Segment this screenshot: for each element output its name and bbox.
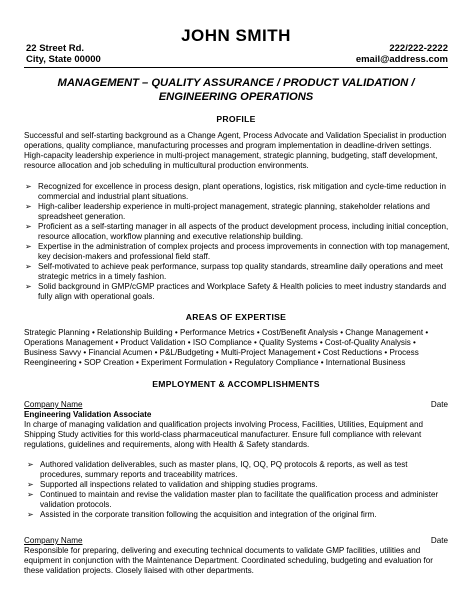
arrow-bullet-icon: ➢ bbox=[27, 480, 34, 489]
profile-summary: Successful and self-starting background as a Change Agent, Process Advocate and Validation Specialist in production operations, quality compliance, manufacturing processes and program implementation in deadline-driven settings. High-capacity leadership experience in multi-project management, strategic planning, budgeting, staff development, resource allocation and job scheduling in multicultural production environments. bbox=[24, 131, 447, 170]
address-block bbox=[26, 43, 101, 65]
arrow-bullet-icon: ➢ bbox=[25, 242, 32, 251]
list-item bbox=[24, 282, 450, 302]
job-entry-2 bbox=[24, 536, 448, 576]
job-bullet-text: Assisted in the corporate transition following the acquisition and integration of the original firm. bbox=[40, 510, 377, 519]
arrow-bullet-icon: ➢ bbox=[27, 460, 34, 469]
list-item bbox=[24, 202, 450, 222]
company-name: Company Name bbox=[24, 536, 83, 545]
list-item bbox=[24, 262, 450, 282]
job-date: Date bbox=[430, 536, 448, 545]
arrow-bullet-icon: ➢ bbox=[27, 510, 34, 519]
list-item bbox=[24, 182, 450, 202]
job-date: Date bbox=[430, 400, 448, 409]
expertise-line: Strategic Planning • Relationship Building • Performance Metrics • Cost/Benefit Analysis • Change Management • bbox=[24, 328, 429, 337]
profile-bullet-text: Recognized for excellence in process design, plant operations, logistics, risk mitigation and cycle-time reduction in commercial and industrial plant situations. bbox=[38, 182, 447, 201]
arrow-bullet-icon: ➢ bbox=[25, 262, 32, 271]
job-bullet-text: Authored validation deliverables, such as master plans, IQ, OQ, PQ protocols & reports, as well as test procedures, summary reports and traceability matrices. bbox=[40, 460, 408, 479]
list-item bbox=[24, 222, 450, 242]
profile-bullet-text: Solid background in GMP/cGMP practices and Workplace Safety & Health policies to meet industry standards and fully align with operational goals. bbox=[38, 282, 447, 301]
list-item bbox=[24, 490, 450, 510]
job-title: Engineering Validation Associate bbox=[24, 410, 152, 419]
headline-line-2: ENGINEERING OPERATIONS bbox=[158, 91, 314, 103]
expertise-line: Business Savvy • Financial Acumen • P&L/Budgeting • Multi-Project Management • Cost Reductions • Process bbox=[24, 348, 419, 357]
arrow-bullet-icon: ➢ bbox=[25, 282, 32, 291]
profile-bullet-text: Self-motivated to achieve peak performance, surpass top quality standards, streamline daily operations and meet strategic metrics in a timely fashion. bbox=[38, 262, 443, 281]
address-line-2: City, State 00000 bbox=[26, 54, 101, 65]
address-line-1: 22 Street Rd. bbox=[26, 43, 85, 54]
list-item bbox=[24, 510, 450, 520]
candidate-name: JOHN SMITH bbox=[181, 26, 291, 45]
job-bullet-text: Continued to maintain and revise the validation master plan to facilitate the qualification process and administer validation protocols. bbox=[40, 490, 439, 509]
list-item bbox=[24, 242, 450, 262]
job-description: Responsible for preparing, delivering and executing technical documents to validate GMP facilities, utilities and equipment in conjunction with the Maintenance Department. Coordinated scheduling, budgeting and evaluation for these validation projects. Closely liaised with other departments. bbox=[24, 546, 434, 575]
list-item bbox=[24, 460, 450, 480]
email-address: email@address.com bbox=[355, 54, 448, 65]
arrow-bullet-icon: ➢ bbox=[27, 490, 34, 499]
arrow-bullet-icon: ➢ bbox=[25, 202, 32, 211]
profile-bullet-text: Expertise in the administration of complex projects and process improvements in connection with top management, key decision-makers and professional field staff. bbox=[38, 242, 450, 261]
headline-line-1: MANAGEMENT – QUALITY ASSURANCE / PRODUCT VALIDATION / bbox=[57, 77, 415, 89]
profile-bullet-text: High-caliber leadership experience in multi-project management, strategic planning, stakeholder relations and spreadsheet generation. bbox=[38, 202, 430, 221]
job-entry-1 bbox=[24, 400, 448, 450]
arrow-bullet-icon: ➢ bbox=[25, 182, 32, 191]
header-divider bbox=[24, 67, 448, 68]
contact-block bbox=[356, 43, 448, 65]
arrow-bullet-icon: ➢ bbox=[25, 222, 32, 231]
profile-bullet-list bbox=[24, 182, 450, 302]
expertise-line: Reengineering • SOP Creation • Experiment Formulation • Regulatory Compliance • International Business bbox=[24, 358, 406, 367]
list-item bbox=[24, 480, 450, 490]
phone-number: 222/222-2222 bbox=[389, 43, 448, 54]
expertise-section-title: AREAS OF EXPERTISE bbox=[185, 312, 287, 322]
expertise-line: Operations Management • Product Validation • ISO Compliance • Quality Systems • Cost-of-Quality Analysis • bbox=[24, 338, 416, 347]
expertise-list bbox=[24, 328, 450, 368]
job-bullet-text: Supported all inspections related to validation and shipping studies programs. bbox=[40, 480, 318, 489]
job-1-bullet-list bbox=[24, 460, 450, 520]
company-name: Company Name bbox=[24, 400, 83, 409]
employment-section-title: EMPLOYMENT & ACCOMPLISHMENTS bbox=[152, 379, 320, 389]
profile-bullet-text: Proficient as a self-starting manager in all aspects of the product development process, including initial conception, resource allocation, workflow planning and executive relationship building. bbox=[38, 222, 449, 241]
job-description: In charge of managing validation and qualification projects involving Process, Facilities, Utilities, Equipment and Shipping Study activities for this world-class pharmaceutical manufacturer. Ensure full compliance with relevant regulations, guidelines and requirements, along with Health & Safety standards. bbox=[24, 420, 424, 449]
profile-section-title: PROFILE bbox=[216, 114, 256, 124]
career-headline bbox=[24, 76, 448, 104]
